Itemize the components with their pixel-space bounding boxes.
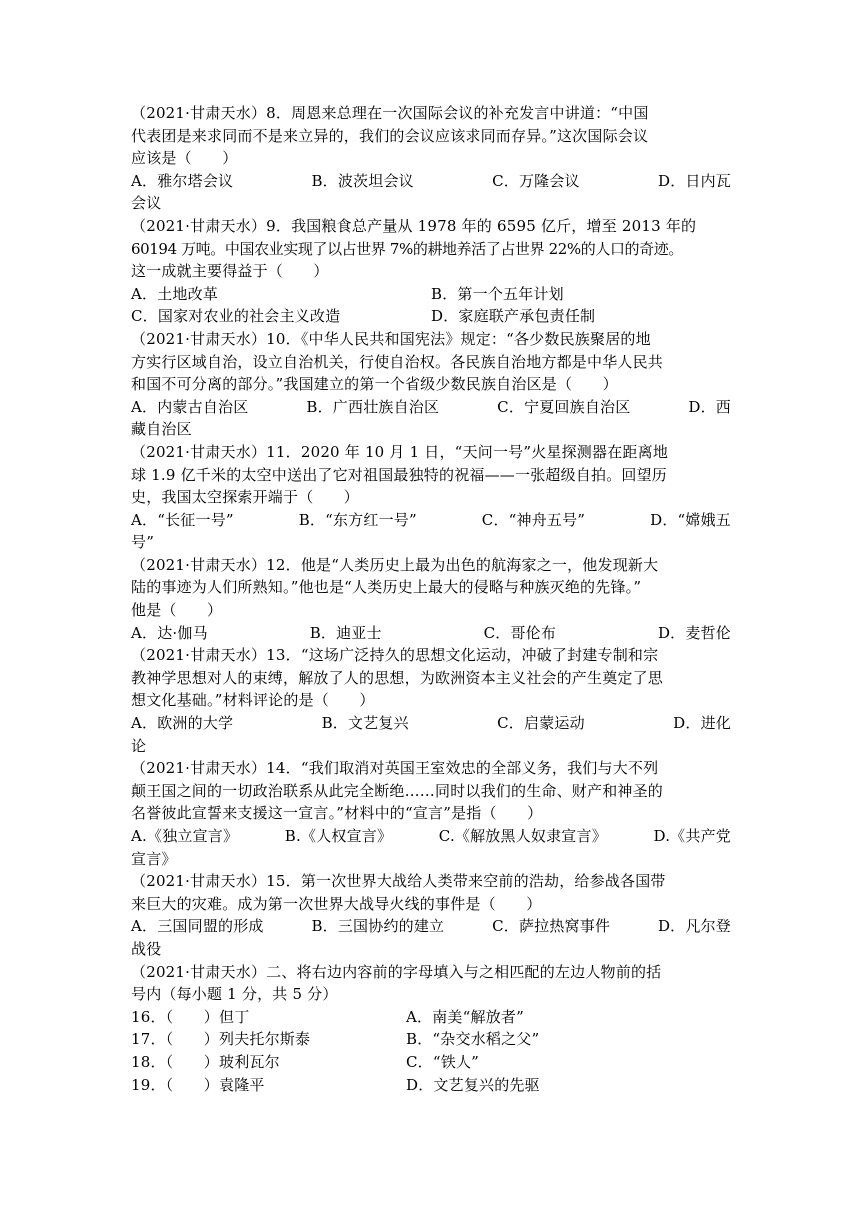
option-b[interactable]: B．文艺复兴 xyxy=(321,714,409,733)
question-text-line: 来巨大的灾难。成为第一次世界大战导火线的事件是（ ） xyxy=(131,894,542,913)
option-c[interactable]: C．宁夏回族自治区 xyxy=(497,397,631,416)
option-a[interactable]: A．土地改革 xyxy=(131,284,219,303)
options-grid xyxy=(131,283,731,328)
question-text-line: 名誉彼此宣誓来支援这一宣言。”材料中的“宣言”是指（ ） xyxy=(131,804,543,823)
option-wrap-tail: 藏自治区 xyxy=(131,420,192,439)
option-a[interactable]: A．内蒙古自治区 xyxy=(131,397,249,416)
matching-section xyxy=(131,961,731,1097)
match-left-item[interactable]: 16．（ ）但丁 xyxy=(131,1007,250,1026)
option-wrap-tail: 战役 xyxy=(131,939,162,958)
section-instruction-line: （2021·甘肃天水）二、将右边内容前的字母填入与之相匹配的左边人物前的括 xyxy=(131,962,662,981)
option-wrap-tail: 号” xyxy=(131,533,155,552)
options-row xyxy=(131,396,731,419)
options-row xyxy=(131,170,731,193)
option-b[interactable]: B．第一个五年计划 xyxy=(431,284,564,303)
option-a[interactable]: A．欧洲的大学 xyxy=(131,714,234,733)
option-c[interactable]: C．万隆会议 xyxy=(492,171,580,190)
option-a[interactable]: A．“长征一号” xyxy=(131,510,234,529)
option-c[interactable]: C．萨拉热窝事件 xyxy=(492,917,611,936)
section-instruction-line: 号内（每小题 1 分，共 5 分） xyxy=(131,985,338,1004)
question-text-line: 这一成就主要得益于（ ） xyxy=(131,262,329,281)
option-a[interactable]: A．达·伽马 xyxy=(131,623,208,642)
question-11 xyxy=(131,441,731,554)
option-d[interactable]: D．进化 xyxy=(673,714,731,733)
question-text-line: 想文化基础。”材料评论的是（ ） xyxy=(131,691,375,710)
question-10 xyxy=(131,328,731,441)
match-left-item[interactable]: 17．（ ）列夫托尔斯泰 xyxy=(131,1030,311,1049)
match-right-item: B．“杂交水稻之父” xyxy=(406,1030,540,1049)
matching-row xyxy=(131,1074,731,1097)
question-text-line: （2021·甘肃天水）14．“我们取消对英国王室效忠的全部义务，我们与大不列 xyxy=(131,759,659,778)
question-12 xyxy=(131,554,731,644)
match-right-item: C．“铁人” xyxy=(406,1052,480,1071)
matching-row xyxy=(131,1051,731,1074)
option-b[interactable]: B．广西壮族自治区 xyxy=(306,397,440,416)
option-wrap-tail: 会议 xyxy=(131,194,162,213)
question-text-line: 颠王国之间的一切政治联系从此完全断绝……同时以我们的生命、财产和神圣的 xyxy=(131,781,664,800)
question-text-line: 方实行区域自治，设立自治机关，行使自治权。各民族自治地方都是中华人民共 xyxy=(131,352,664,371)
document-page xyxy=(131,102,731,1096)
question-text-line: （2021·甘肃天水）13．“这场广泛持久的思想文化运动，冲破了封建专制和宗 xyxy=(131,646,659,665)
question-text-line: 教神学思想对人的束缚，解放了人的思想，为欧洲资本主义社会的产生奠定了思 xyxy=(131,668,664,687)
option-c[interactable]: C.《解放黑人奴隶宣言》 xyxy=(438,827,607,845)
question-text-line: （2021·甘肃天水）9．我国粮食总产量从 1978 年的 6595 亿斤，增至 2013 年的 xyxy=(131,216,697,235)
option-b[interactable]: B．三国协约的建立 xyxy=(311,917,445,936)
option-wrap-tail: 宣言》 xyxy=(131,849,177,868)
question-9 xyxy=(131,215,731,328)
match-right-item: D．文艺复兴的先驱 xyxy=(406,1075,540,1094)
question-8 xyxy=(131,102,731,215)
question-15 xyxy=(131,870,731,960)
question-text-line: 陆的事迹为人们所熟知。”他也是“人类历史上最大的侵略与种族灭绝的先锋。” xyxy=(131,578,642,597)
options-row xyxy=(131,915,731,938)
options-row xyxy=(131,825,731,848)
question-text-line: 代表团是来求同而不是来立异的，我们的会议应该求同而存异。”这次国际会议 xyxy=(131,126,649,145)
matching-row xyxy=(131,1006,731,1029)
option-d[interactable]: D．西 xyxy=(688,397,731,416)
option-b[interactable]: B.《人权宣言》 xyxy=(284,827,393,845)
option-d[interactable]: D．家庭联产承包责任制 xyxy=(431,307,596,326)
option-b[interactable]: B．波茨坦会议 xyxy=(311,171,414,190)
option-b[interactable]: B．“东方红一号” xyxy=(298,510,417,529)
question-text-line: 60194 万吨。中国农业实现了以占世界 7%的耕地养活了占世界 22%的人口的奇迹。 xyxy=(131,239,683,258)
question-text-line: （2021·甘肃天水）11．2020 年 10 月 1 日，“天问一号”火星探测器在距离地 xyxy=(131,442,669,461)
option-d[interactable]: D．麦哲伦 xyxy=(657,623,731,642)
options-row xyxy=(131,509,731,532)
options-row xyxy=(131,712,731,735)
option-d[interactable]: D．日内瓦 xyxy=(657,171,731,190)
options-row xyxy=(131,622,731,645)
question-text-line: （2021·甘肃天水）10．《中华人民共和国宪法》规定：“各少数民族聚居的地 xyxy=(131,329,651,348)
match-right-item: A．南美“解放者” xyxy=(406,1007,524,1026)
match-left-item[interactable]: 19．（ ）袁隆平 xyxy=(131,1075,265,1094)
option-d[interactable]: D.《共产党 xyxy=(653,827,731,845)
match-left-item[interactable]: 18．（ ）玻利瓦尔 xyxy=(131,1052,280,1071)
option-wrap-tail: 论 xyxy=(131,736,147,755)
question-text-line: （2021·甘肃天水）8．周恩来总理在一次国际会议的补充发言中讲道：“中国 xyxy=(131,104,649,122)
question-text-line: 应该是（ ） xyxy=(131,149,238,168)
option-c[interactable]: C．启蒙运动 xyxy=(497,714,585,733)
question-text-line: 他是（ ） xyxy=(131,601,223,620)
question-text-line: （2021·甘肃天水）12．他是“人类历史上最为出色的航海家之一，他发现新大 xyxy=(131,555,659,574)
question-13 xyxy=(131,644,731,757)
question-text-line: 球 1.9 亿千米的太空中送出了它对祖国最独特的祝福——一张超级自拍。回望历 xyxy=(131,465,667,484)
option-c[interactable]: C．“神舟五号” xyxy=(481,510,586,529)
question-text-line: （2021·甘肃天水）15．第一次世界大战给人类带来空前的浩劫，给参战各国带 xyxy=(131,872,666,891)
option-a[interactable]: A．三国同盟的形成 xyxy=(131,917,264,936)
option-a[interactable]: A.《独立宣言》 xyxy=(131,827,239,845)
option-c[interactable]: C．国家对农业的社会主义改造 xyxy=(131,307,341,326)
option-c[interactable]: C．哥伦布 xyxy=(483,623,557,642)
question-text-line: 和国不可分离的部分。”我国建立的第一个省级少数民族自治区是（ ） xyxy=(131,375,618,394)
option-a[interactable]: A．雅尔塔会议 xyxy=(131,171,234,190)
option-b[interactable]: B．迪亚士 xyxy=(309,623,382,642)
option-d[interactable]: D．“嫦娥五 xyxy=(650,510,731,529)
question-text-line: 史，我国太空探索开端于（ ） xyxy=(131,488,360,507)
option-d[interactable]: D．凡尔登 xyxy=(657,917,731,936)
matching-row xyxy=(131,1028,731,1051)
question-14 xyxy=(131,757,731,870)
